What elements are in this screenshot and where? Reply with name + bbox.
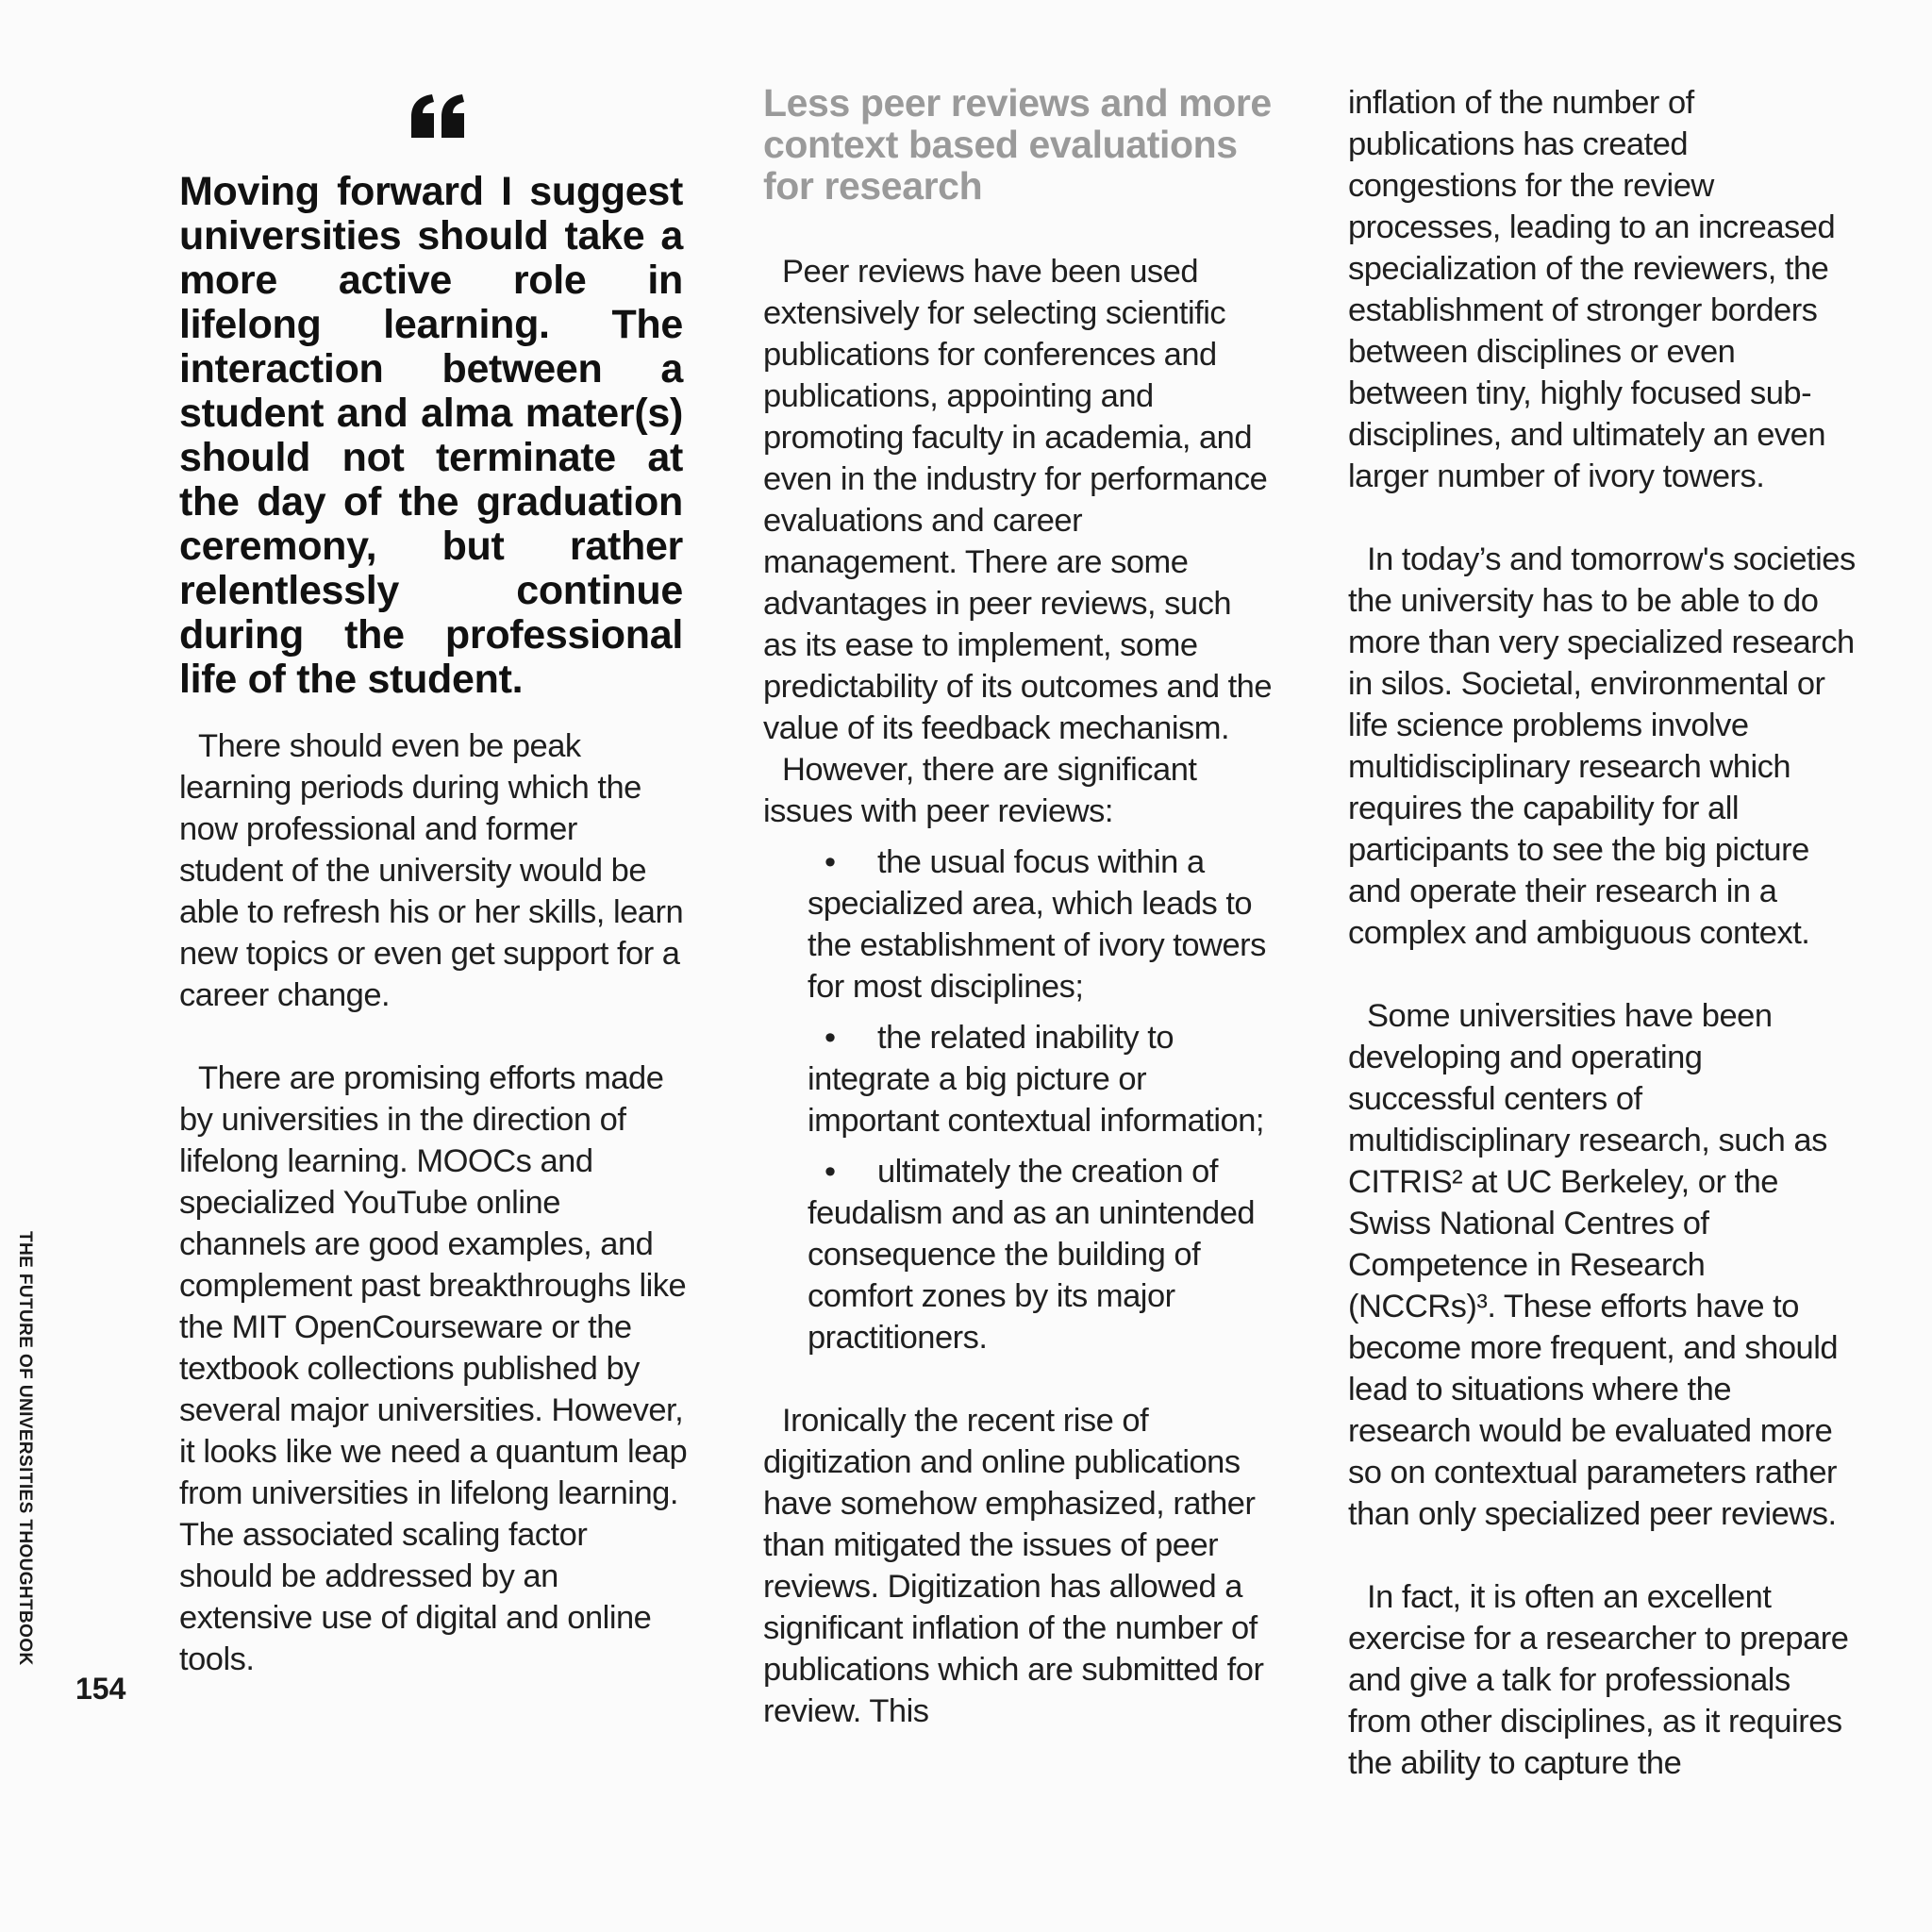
list-item-text: ultimately the creation of feudalism and as an unintended consequence the building of comfort zones by its major practitioners. <box>808 1154 1256 1356</box>
paragraph: There are promising efforts made by universities in the direction of lifelong learning. MOOCs and specialized YouTube online channels are good examples, and complement past breakthroughs like the MIT OpenCourseware or the textbook collections published by several major universities. However, it looks like we need a quantum leap from universities in lifelong learning. The associated scaling factor should be addressed by an extensive use of digital and online tools. <box>179 1060 688 1677</box>
column-2 <box>763 251 1273 1732</box>
bullet-icon: • <box>824 844 836 880</box>
section-heading: Less peer reviews and more context based evaluations for research <box>763 81 1272 208</box>
paragraph: In today’s and tomorrow's societies the university has to be able to do more than very specialized research in silos. Societal, environmental or life science problems involve multidisciplinary research which requires the capability for all participants to see the big picture and operate their research in a complex and ambiguous context. <box>1348 541 1856 951</box>
bullet-icon: • <box>824 1020 836 1056</box>
list-item <box>808 1151 1273 1358</box>
bullet-icon: • <box>824 1154 836 1190</box>
paragraph: However, there are significant issues with peer reviews: <box>763 752 1197 829</box>
pull-quote: Moving forward I suggest universities should take a more active role in lifelong learning. The interaction between a student and alma mater(s) should not terminate at the day of the graduation ceremony, but rather relentlessly continue during the professional life of the student. <box>179 169 683 702</box>
column-3 <box>1348 82 1857 1784</box>
list-item-text: the usual focus within a specialized area, which leads to the establishment of ivory towers for most disciplines; <box>808 844 1266 1005</box>
list-item <box>808 1017 1273 1141</box>
list-item-text: the related inability to integrate a big picture or important contextual information; <box>808 1020 1265 1139</box>
column-1 <box>179 725 689 1680</box>
list-item <box>808 841 1273 1008</box>
paragraph: Peer reviews have been used extensively for selecting scientific publications for conferences and publications, appointing and promoting faculty in academia, and even in the industry for performance evaluations and career management. There are some advantages in peer reviews, such as its ease to implement, some predictability of its outcomes and the value of its feedback mechanism. <box>763 254 1273 746</box>
paragraph: Ironically the recent rise of digitization and online publications have somehow emphasized, rather than mitigated the issues of peer reviews. Digitization has allowed a significant inflation of the number of publications which are submitted for review. This <box>763 1403 1264 1729</box>
paragraph: There should even be peak learning periods during which the now professional and former student of the university would be able to refresh his or her skills, learn new topics or even get support for a career change. <box>179 728 684 1013</box>
paragraph: Some universities have been developing and operating successful centers of multidisciplinary research, such as CITRIS² at UC Berkeley, or the Swiss National Centres of Competence in Research (NCCRs)³. These efforts have to become more frequent, and should lead to situations where the research would be evaluated more so on contextual parameters rather than only specialized peer reviews. <box>1348 998 1839 1532</box>
issues-list <box>763 841 1273 1358</box>
paragraph: In fact, it is often an excellent exercise for a researcher to prepare and give a talk for professionals from other disciplines, as it requires the ability to capture the <box>1348 1579 1849 1781</box>
page-number: 154 <box>75 1672 126 1706</box>
quotation-mark-icon <box>411 94 466 138</box>
paragraph: inflation of the number of publications has created congestions for the review processes, leading to an increased specialization of the reviewers, the establishment of stronger borders between disciplines or even between tiny, highly focused sub-disciplines, and ultimately an even larger number of ivory towers. <box>1348 85 1836 494</box>
running-title: THE FUTURE OF UNIVERSITIES THOUGHTBOOK <box>15 1231 35 1666</box>
